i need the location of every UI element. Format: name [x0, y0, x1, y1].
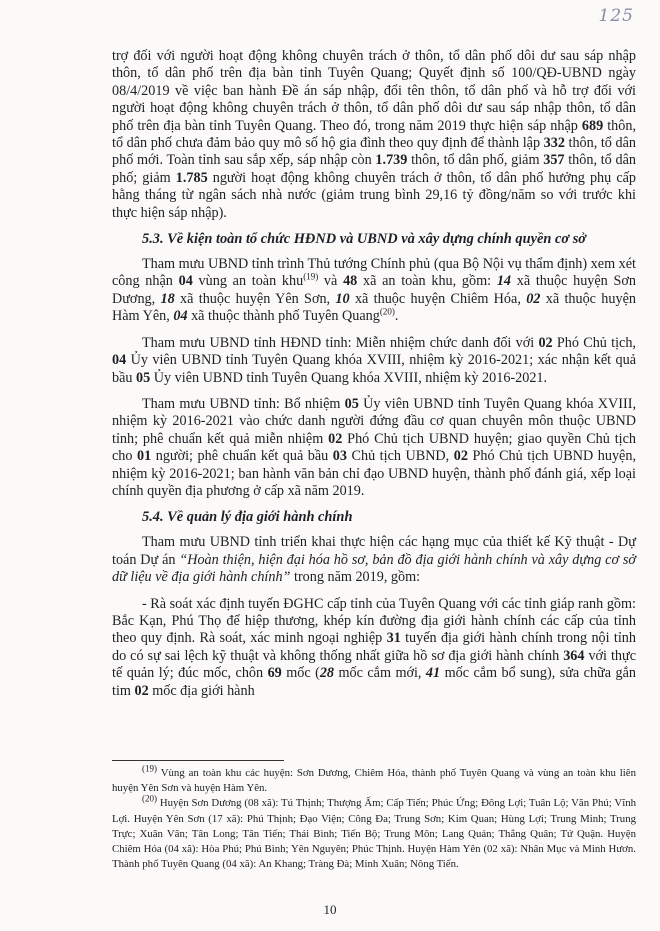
page-number: 10 — [323, 902, 337, 917]
bold-italic-number: 18 — [160, 290, 175, 307]
text-run: người hoạt động không chuyên trách ở thôn, tổ dân phố hưởng phụ cấp hằng tháng từ ngân sách nhà nước (giảm trung bình 29,16 tỷ đồng/năm so với trước khi thực hiện sáp nhập). — [112, 169, 637, 221]
text-run: Phó Chủ tịch UBND huyện, nhiệm kỳ 2016-2021; ban hành văn bản chỉ đạo UBND huyện, thành phố đánh giá, xếp loại chính quyền địa phương ở cấp xã năm 2019. — [112, 448, 636, 499]
text-run: Tham mưu UBND tỉnh HĐND tỉnh: Miễn nhiệm chức danh đối với — [142, 334, 539, 351]
bold-number: 05 — [136, 369, 151, 386]
footnote-text: Huyện Sơn Dương (08 xã): Tú Thịnh; Thượng Ấm; Cấp Tiến; Phúc Ứng; Đông Lợi; Tuân Lộ; Văn Phú; Vĩnh Lợi. Huyện Yên Sơn (17 xã): Phú Thịnh; Đạo Viện; Công Đa; Trung Sơn; Kim Quan; Hùng Lợi; Trung Minh; Trung Trực; Xuân Vân; Tân Long; Tân Tiến; Thái Bình; Tiến Bộ; Trung Môn; Lang Quán; Thắng Quân; Tứ Quận. Huyện Chiêm Hóa (04 xã): Hòa Phú; Phú Bình; Yên Nguyên; Phúc Thịnh. Huyện Hàm Yên (02 xã): Nhân Mục và Minh Hươn. Thành phố Tuyên Quang (04 xã): An Khang; Tràng Đà; Minh Xuân; Nông Tiến. — [112, 797, 636, 871]
text-run: với thực tế quản lý; đúc mốc, chôn — [112, 647, 636, 682]
text-run: mốc cắm bổ sung), sửa chữa gắn tim — [112, 665, 636, 699]
bold-number: 04 — [112, 352, 127, 369]
text-run: thôn, tổ dân phố, giảm — [407, 152, 544, 169]
footnote-text: Vùng an toàn khu các huyện: Sơn Dương, Chiêm Hóa, thành phố Tuyên Quang và vùng an toàn khu liên huyện Yên Sơn và huyện Hàm Yên. — [112, 767, 636, 795]
section-heading-5-4: 5.4. Về quản lý địa giới hành chính — [142, 509, 353, 526]
bold-number: 02 — [328, 430, 343, 447]
text-run: . — [394, 308, 399, 325]
bold-number: 1.739 — [375, 152, 408, 169]
footnotes — [112, 763, 636, 872]
footnote-divider — [112, 760, 284, 761]
text-run: người; phê chuẩn kết quả bầu — [151, 448, 333, 465]
bold-italic-number: 04 — [173, 308, 188, 325]
bold-number: 48 — [343, 273, 358, 290]
bold-italic-number: 41 — [425, 665, 441, 682]
text-run: Ủy viên UBND tỉnh Tuyên Quang khóa XVIII, nhiệm kỳ 2016-2021; xác nhận kết quả bầu — [112, 352, 636, 386]
paragraph-appointment — [112, 396, 636, 500]
bold-number: 05 — [344, 395, 359, 412]
text-run: trợ đối với người hoạt động không chuyên trách ở thôn, tổ dân phố dôi dư sau sáp nhập thôn, tổ dân phố trên địa bàn tỉnh Tuyên Quang; Quyết định số 100/QĐ-UBND ngày 08/4/2019 về việc ban hành Đề án sáp nhập, đổi tên thôn, tổ dân phố và hỗ trợ đối với người hoạt động không chuyên trách ở thôn, tổ dân phố dôi dư sau sáp nhập thôn, tổ dân phố trên địa bàn tỉnh Tuyên Quang. Theo đó, trong năm 2019 thực hiện sáp nhập — [112, 48, 636, 134]
paragraph-project — [112, 534, 636, 586]
text-run: xã thuộc huyện Chiêm Hóa, — [349, 290, 527, 307]
bold-number: 364 — [563, 647, 585, 664]
text-run: Phó Chủ tịch UBND huyện; giao quyền Chủ tịch cho — [112, 430, 636, 465]
bold-italic-number: 10 — [335, 290, 350, 307]
text-run: xã thuộc huyện Hàm Yên, — [112, 290, 636, 325]
text-run: - Rà soát xác định tuyến ĐGHC cấp tỉnh của Tuyên Quang với các tỉnh giáp ranh gồm: Bắc Kạn, Phú Thọ để hiệp thương, khép kín đường địa giới hành chính các cấp của tỉnh theo quy định. Rà soát, xác minh ngoại nghiệp — [112, 595, 636, 647]
footnote-marker: (19) — [142, 763, 157, 774]
bold-italic-number: 02 — [526, 290, 541, 307]
document-body — [112, 48, 636, 700]
paragraph-merger-results — [112, 48, 636, 222]
text-run: thôn, tổ dân phố chưa đảm bảo quy mô số hộ gia đình theo quy định để thành lập — [112, 117, 636, 152]
bold-number: 357 — [543, 152, 565, 169]
paragraph-dismissal — [112, 335, 636, 387]
bold-number: 689 — [581, 117, 604, 134]
section-heading-5-3: 5.3. Về kiện toàn tổ chức HĐND và UBND và xây dựng chính quyền cơ sở — [142, 231, 587, 248]
text-run: vùng an toàn khu — [192, 273, 304, 290]
text-run: xã thuộc thành phố Tuyên Quang — [187, 308, 380, 325]
text-run: Phó Chủ tịch, — [552, 334, 636, 351]
text-run: Ủy viên UBND tỉnh Tuyên Quang khóa XVIII, nhiệm kỳ 2016-2021. — [150, 369, 548, 386]
footnote-20 — [112, 793, 636, 872]
bold-number: 1.785 — [175, 169, 208, 186]
text-run: Chủ tịch UBND, — [346, 448, 454, 465]
bold-number: 02 — [538, 334, 553, 351]
text-run: Ủy viên UBND tỉnh Tuyên Quang khóa XVIII, nhiệm kỳ 2016-2021 vào chức danh người đứng đầu cơ quan chuyên môn thuộc UBND tỉnh; phê chuẩn kết quả miễn nhiệm — [112, 395, 636, 447]
text-run: xã thuộc huyện Sơn Dương, — [112, 273, 636, 307]
text-run: Tham mưu UBND tỉnh triển khai thực hiện các hạng mục của thiết kế Kỹ thuật - Dự toán Dự án — [112, 534, 636, 568]
bold-number: 02 — [134, 682, 149, 699]
bold-number: 01 — [137, 448, 152, 465]
bold-italic-number: 14 — [496, 273, 512, 290]
bold-number: 69 — [267, 665, 282, 682]
italic-project-name: “Hoàn thiện, hiện đại hóa hồ sơ, bản đồ địa giới hành chính và xây dựng cơ sở dữ liệu về địa giới hành chính” — [112, 551, 636, 586]
text-run: Tham mưu UBND tỉnh trình Thủ tướng Chính phủ (qua Bộ Nội vụ thẩm định) xem xét công nhận — [112, 256, 636, 290]
bold-number: 02 — [453, 448, 468, 465]
bold-number: 31 — [386, 630, 401, 647]
text-run: mốc cắm mới, — [334, 665, 426, 682]
bold-number: 03 — [332, 448, 347, 465]
paragraph-safe-zones — [112, 256, 636, 326]
text-run: và — [318, 273, 344, 290]
text-run: thôn, tổ dân phố; giảm — [112, 152, 636, 186]
text-run: mốc ( — [281, 665, 320, 682]
text-run: mốc địa giới hành — [148, 682, 255, 699]
text-run: Tham mưu UBND tỉnh: Bổ nhiệm — [142, 395, 345, 412]
paragraph-boundary-review — [112, 596, 636, 700]
footnote-ref: (19) — [303, 271, 319, 282]
handwritten-page-number: 125 — [598, 6, 634, 26]
bold-number: 04 — [178, 273, 193, 290]
text-run: trong năm 2019, gồm: — [290, 569, 421, 586]
footnote-19 — [112, 763, 636, 796]
text-run: tuyến địa giới hành chính trong nội tỉnh do có sự sai lệch kỹ thuật và không thống nhất giữa hồ sơ địa giới hành chính — [112, 630, 636, 664]
footnote-marker: (20) — [142, 793, 157, 804]
footnote-ref: (20) — [379, 306, 395, 317]
text-run: thôn, tổ dân phố mới. Toàn tỉnh sau sắp xếp, sáp nhập còn — [112, 135, 636, 169]
bold-number: 332 — [543, 135, 565, 152]
bold-italic-number: 28 — [319, 665, 335, 682]
text-run: xã thuộc huyện Yên Sơn, — [174, 290, 336, 307]
text-run: xã an toàn khu, gồm: — [357, 273, 497, 290]
